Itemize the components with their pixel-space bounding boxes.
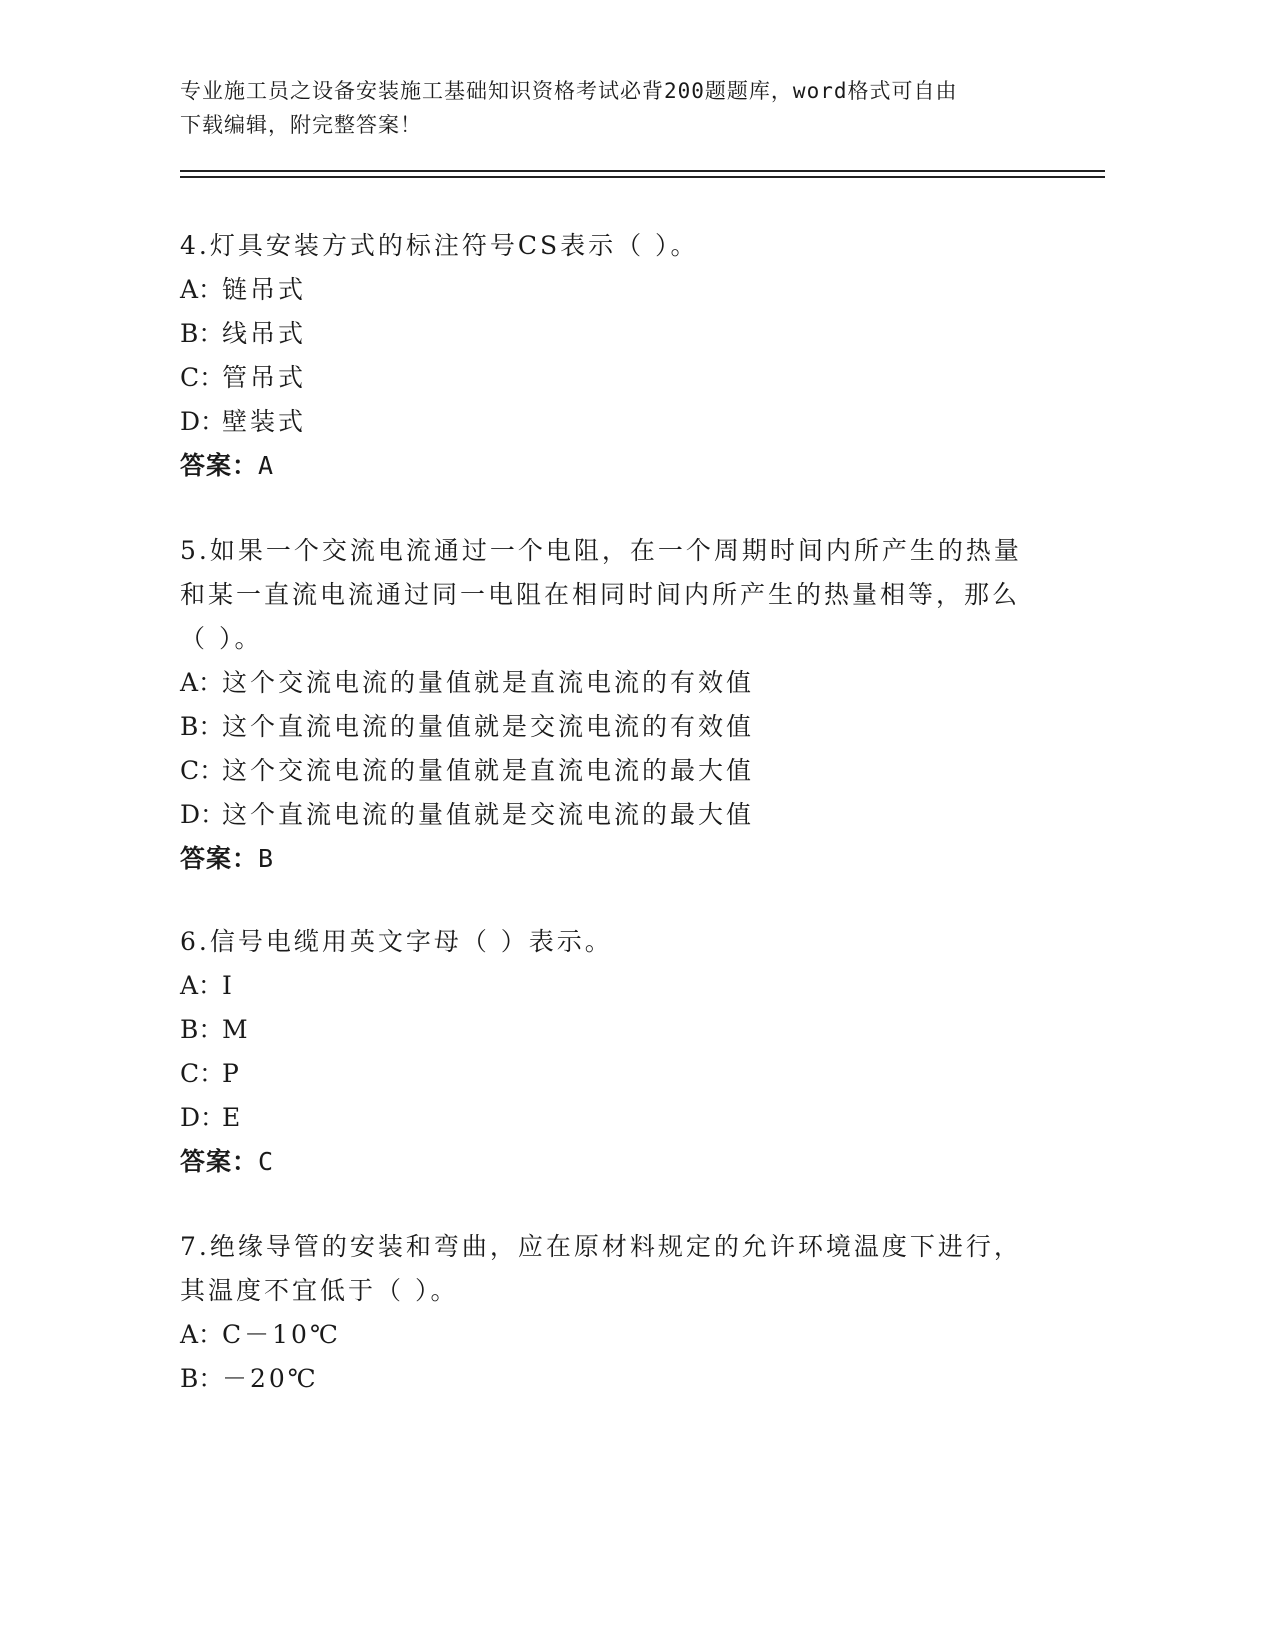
- option-text: 这个交流电流的量值就是直流电流的最大值: [222, 756, 755, 785]
- option-c: [180, 356, 1060, 400]
- question-7: [180, 1225, 1060, 1401]
- answer-label: 答案：: [180, 1147, 259, 1176]
- question-stem-line-1: 5.如果一个交流电流通过一个电阻，在一个周期时间内所产生的热量: [180, 536, 1022, 565]
- option-letter: D：: [180, 1103, 226, 1132]
- option-letter: A：: [180, 1320, 224, 1349]
- header-divider-bottom: [180, 176, 1105, 178]
- header-divider-top: [180, 170, 1105, 172]
- question-stem-line-3: （ ）。: [180, 624, 263, 653]
- option-letter: B：: [180, 1364, 224, 1393]
- option-letter: B：: [180, 319, 224, 348]
- option-c: [180, 749, 1060, 793]
- option-letter: D：: [180, 407, 226, 436]
- option-letter: A：: [180, 971, 224, 1000]
- option-b: [180, 1357, 1060, 1401]
- option-text: 这个直流电流的量值就是交流电流的有效值: [222, 712, 755, 741]
- question-stem-line-2: 和某一直流电流通过同一电阻在相同时间内所产生的热量相等，那么: [180, 580, 1021, 609]
- option-letter: A：: [180, 668, 224, 697]
- option-letter: C：: [180, 1059, 225, 1088]
- answer-label: 答案：: [180, 451, 259, 480]
- option-text: 壁装式: [222, 407, 307, 436]
- option-text: C－10℃: [222, 1320, 341, 1349]
- question-6: [180, 920, 1060, 1184]
- question-4: [180, 224, 1060, 488]
- option-a: [180, 1313, 1060, 1357]
- option-text: 线吊式: [222, 319, 307, 348]
- option-text: P: [222, 1059, 242, 1088]
- header-line-1: 专业施工员之设备安装施工基础知识资格考试必背200题题库，word格式可自由: [180, 79, 958, 103]
- option-d: [180, 400, 1060, 444]
- question-stem-line-1: 7.绝缘导管的安装和弯曲，应在原材料规定的允许环境温度下进行，: [180, 1232, 1022, 1261]
- option-a: [180, 661, 1060, 705]
- option-b: [180, 705, 1060, 749]
- option-c: [180, 1052, 1060, 1096]
- option-letter: D：: [180, 800, 226, 829]
- option-letter: C：: [180, 756, 225, 785]
- answer-line: [180, 1140, 1060, 1184]
- option-letter: B：: [180, 712, 224, 741]
- option-b: [180, 312, 1060, 356]
- option-text: E: [222, 1103, 244, 1132]
- option-a: [180, 268, 1060, 312]
- question-stem-line-2: 其温度不宜低于（ ）。: [180, 1276, 459, 1305]
- answer-value: B: [258, 844, 275, 873]
- option-text: 链吊式: [222, 275, 307, 304]
- option-text: 这个交流电流的量值就是直流电流的有效值: [222, 668, 755, 697]
- option-d: [180, 793, 1060, 837]
- option-d: [180, 1096, 1060, 1140]
- option-text: I: [222, 971, 235, 1000]
- option-text: 这个直流电流的量值就是交流电流的最大值: [222, 800, 755, 829]
- option-text: 管吊式: [222, 363, 307, 392]
- answer-line: [180, 837, 1060, 881]
- question-stem: 4.灯具安装方式的标注符号CS表示（ ）。: [180, 231, 699, 260]
- option-letter: C：: [180, 363, 225, 392]
- option-letter: B：: [180, 1015, 224, 1044]
- document-header: [180, 74, 1040, 142]
- answer-line: [180, 444, 1060, 488]
- answer-value: C: [258, 1147, 275, 1176]
- answer-label: 答案：: [180, 844, 259, 873]
- option-text: M: [222, 1015, 251, 1044]
- option-a: [180, 964, 1060, 1008]
- option-letter: A：: [180, 275, 224, 304]
- header-line-2: 下载编辑，附完整答案！: [180, 113, 422, 137]
- question-5: [180, 529, 1060, 881]
- answer-value: A: [258, 451, 275, 480]
- option-text: －20℃: [222, 1364, 319, 1393]
- question-stem: 6.信号电缆用英文字母（ ）表示。: [180, 927, 613, 956]
- option-b: [180, 1008, 1060, 1052]
